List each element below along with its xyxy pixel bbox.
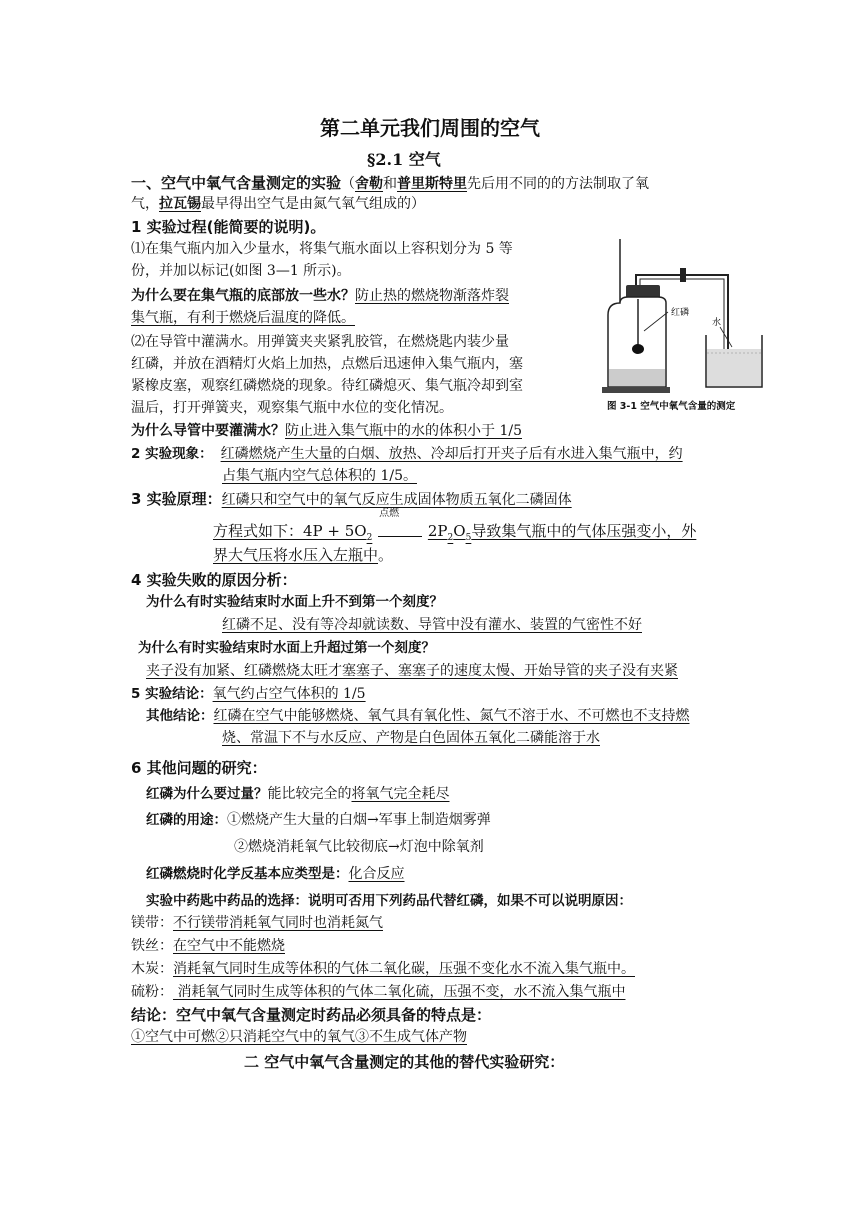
question-water-line (131, 288, 509, 305)
section-1-heading-line (131, 174, 649, 193)
equation: 2P (427, 522, 448, 540)
answer: 能比较完全的 (267, 786, 352, 802)
part-3-text-end (213, 546, 393, 564)
equation-subscript: 5 (465, 533, 472, 543)
question: 为什么导管中要灌满水？ (131, 423, 285, 439)
substitute-s (131, 984, 625, 1001)
use-line (146, 812, 491, 829)
punctuation: 。 (378, 546, 394, 564)
part-5-text: 氧气约占空气体积的 1/5 (212, 686, 366, 702)
conclusion-heading: 结论：空气中氧气含量测定时药品必须具备的特点是： (131, 1006, 492, 1024)
substitute-mg (131, 915, 383, 932)
scientist-name: 普里斯特里 (397, 176, 468, 192)
substance-answer: 不行镁带消耗氧气同时也消耗氮气 (173, 915, 383, 931)
equation-subscript: 2 (366, 533, 373, 543)
substance-label: 镁带： (131, 915, 173, 931)
step-2-line: 温后，打开弹簧夹，观察集气瓶中水位的变化情况。 (131, 400, 453, 416)
reaction-type-value: 化合反应 (348, 866, 405, 882)
question: 红磷为什么要过量？ (146, 786, 268, 802)
part-3-text: 红磷只和空气中的氧气反应生成固体物质五氧化二磷固体 (221, 492, 572, 508)
part-3-text: 界大气压将水压入左瓶中 (213, 546, 379, 564)
figure-label-water: 水 (712, 317, 722, 327)
answer: 集气瓶，有利于燃烧后温度的降低。 (131, 310, 355, 326)
substance-answer: 消耗氧气同时生成等体积的气体二氧化碳，压强不变化水不流入集气瓶中。 (173, 961, 635, 977)
part-5-line (131, 686, 366, 703)
experiment-apparatus-figure (598, 237, 766, 417)
other-conclusion-text: 红磷在空气中能够燃烧、氧气具有氧化性、氮气不溶于水、不可燃也不支持燃 (213, 708, 690, 724)
step-2-line: 红磷，并放在酒精灯火焰上加热，点燃后迅速伸入集气瓶内，塞 (131, 356, 523, 372)
answer: 防止进入集气瓶中的水的体积小于 1/5 (285, 423, 522, 439)
part-4-answer: 红磷不足、没有等冷却就读数、导管中没有灌水、装置的气密性不好 (222, 617, 642, 633)
use-item: ②燃烧消耗氧气比较彻底→灯泡中除氧剂 (234, 839, 484, 855)
part-1-heading: 1 实验过程(能简要的说明)。 (131, 218, 326, 236)
substance-answer: 消耗氧气同时生成等体积的气体二氧化硫，压强不变，水不流入集气瓶中 (173, 984, 626, 1000)
other-conclusion-text: 烧、常温下不与水反应、产物是白色固体五氧化二磷能溶于水 (222, 730, 600, 746)
other-conclusion-label: 其他结论： (146, 708, 214, 724)
intro-line-2 (131, 196, 425, 213)
equation: 方程式如下：4P + 5O (213, 522, 367, 540)
substance-label: 木炭： (131, 961, 173, 977)
equation: O (453, 522, 466, 540)
part-6-heading: 6 其他问题的研究： (131, 759, 267, 777)
part-5-heading: 5 实验结论： (131, 686, 213, 702)
step-1-line: ⑴在集气瓶内加入少量水，将集气瓶水面以上容积划分为 5 等 (131, 241, 513, 257)
substance-label: 铁丝： (131, 938, 173, 954)
section-2-heading: 二 空气中氧气含量测定的其他的替代实验研究： (244, 1053, 565, 1071)
question-tube-line (131, 423, 522, 440)
part-4-question: 为什么有时实验结束时水面上升不到第一个刻度？ (146, 594, 443, 610)
step-1-line: 份，并加以标记(如图 3—1 所示)。 (131, 263, 351, 279)
use-label: 红磷的用途： (146, 812, 227, 828)
part-2-heading: 2 实验现象： (131, 446, 213, 462)
scientist-name: 舍勒 (355, 176, 384, 192)
substitute-fe (131, 938, 285, 955)
part-3-heading: 3 实验原理： (131, 490, 222, 508)
substitute-question: 实验中药匙中药品的选择：说明可否用下列药品代替红磷，如果不可以说明原因： (146, 893, 632, 909)
reaction-type-label: 红磷燃烧时化学反基本应类型是： (146, 866, 349, 882)
part-4-answer: 夹子没有加紧、红磷燃烧太旺才塞塞子、塞塞子的速度太慢、开始导管的夹子没有夹紧 (146, 663, 678, 679)
page-title: 第二单元我们周围的空气 (320, 116, 540, 140)
figure-caption: 图 3-1 空气中氧气含量的测定 (607, 401, 736, 412)
part-2-line (131, 446, 683, 463)
reaction-type-line (146, 866, 405, 883)
equation-explanation: 导致集气瓶中的气体压强变小，外 (471, 522, 697, 540)
answer: 防止热的燃烧物渐落炸裂 (355, 288, 509, 304)
substitute-c (131, 961, 635, 978)
condition-label: 点燃 (379, 508, 400, 519)
scientist-name: 拉瓦锡 (159, 196, 201, 212)
intro-text: 最早得出空气是由氮气氧气组成的） (201, 196, 425, 212)
part-4-heading: 4 实验失败的原因分析： (131, 571, 297, 589)
reaction-condition (377, 508, 423, 540)
use-item: ①燃烧产生大量的白烟→军事上制造烟雾弹 (227, 812, 491, 828)
substance-label: 硫粉： (131, 984, 173, 1000)
section-1-heading: 一、空气中氧气含量测定的实验 (131, 174, 342, 192)
other-conclusion-line (146, 708, 690, 725)
answer: 将氧气完全耗尽 (351, 786, 450, 802)
figure-label-phosphorus: 红磷 (671, 307, 690, 317)
part-3-line (131, 490, 572, 509)
intro-text: （ (341, 176, 356, 192)
question: 为什么要在集气瓶的底部放一些水？ (131, 288, 355, 304)
step-2-line: ⑵在导管中灌满水。用弹簧夹夹紧乳胶管，在燃烧匙内装少量 (131, 334, 509, 350)
substance-answer: 在空气中不能燃烧 (173, 938, 285, 954)
part-2-text: 红磷燃烧产生大量的白烟、放热、冷却后打开夹子后有水进入集气瓶中，约 (220, 446, 683, 462)
section-title: §2.1 空气 (367, 150, 441, 169)
step-2-line: 紧橡皮塞，观察红磷燃烧的现象。待红磷熄灭、集气瓶冷却到室 (131, 378, 523, 394)
equation-line (213, 508, 697, 544)
intro-text: 和 (383, 176, 398, 192)
intro-text: 先后用不同的的方法制取了氧 (467, 176, 650, 192)
conclusion-text: ①空气中可燃②只消耗空气中的氧气③不生成气体产物 (131, 1029, 467, 1045)
intro-text: 气， (131, 196, 159, 212)
clamp-icon (680, 268, 686, 282)
excess-question-line (146, 786, 450, 803)
part-2-text: 占集气瓶内空气总体积的 1/5。 (222, 468, 417, 484)
part-4-question: 为什么有时实验结束时水面上升超过第一个刻度？ (138, 640, 435, 656)
equation-subscript: 2 (447, 533, 454, 543)
